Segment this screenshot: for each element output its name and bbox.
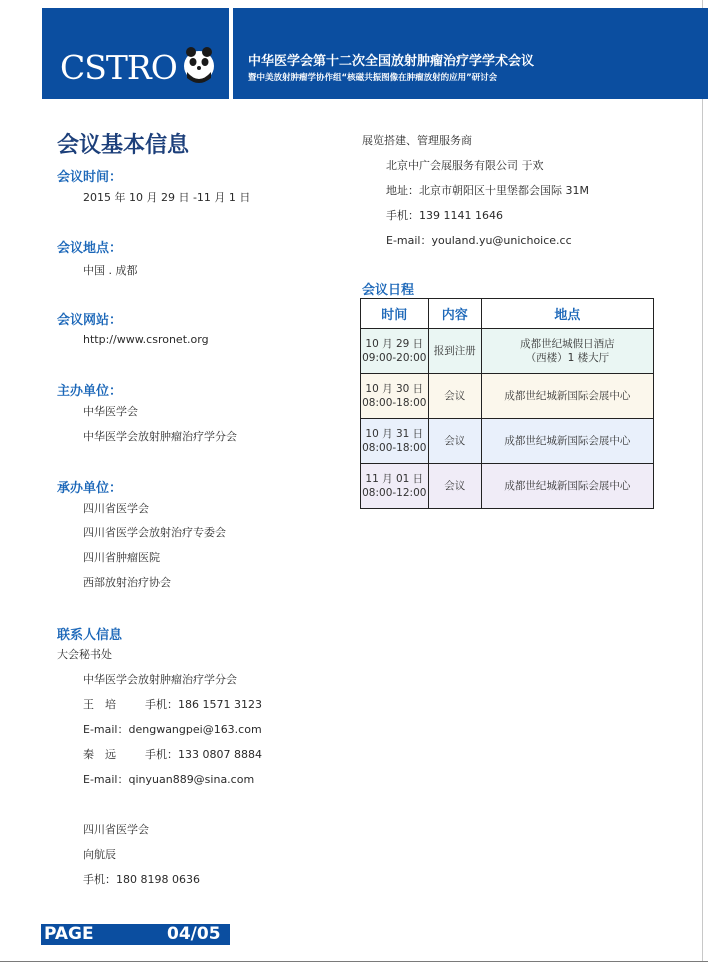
contact-person-phone: 手机：186 1571 3123 bbox=[145, 698, 262, 711]
organizer-heading: 承办单位： bbox=[57, 481, 123, 496]
host-item: 中华医学会 bbox=[83, 405, 138, 418]
exhibition-heading: 展览搭建、管理服务商 bbox=[362, 134, 472, 147]
exhibition-phone: 手机：139 1141 1646 bbox=[386, 209, 503, 222]
contact-person-name: 秦 远 bbox=[83, 748, 116, 761]
host-item: 中华医学会放射肿瘤治疗学分会 bbox=[83, 430, 237, 443]
contact-person-name: 王 培 bbox=[83, 698, 116, 711]
cell-time: 10 月 31 日 08:00-18:00 bbox=[361, 419, 429, 464]
contact-person-phone: 手机：133 0807 8884 bbox=[145, 748, 262, 761]
page-label: PAGE bbox=[44, 924, 94, 944]
contact-person-email[interactable]: E-mail：qinyuan889@sina.com bbox=[83, 773, 255, 786]
cell-content: 会议 bbox=[428, 374, 481, 419]
organizer-item: 四川省医学会放射治疗专委会 bbox=[83, 526, 226, 539]
conference-subtitle: 暨中美放射肿瘤学协作组“核磁共振图像在肿瘤放射的应用”研讨会 bbox=[248, 73, 498, 83]
exhibition-address: 地址：北京市朝阳区十里堡都会国际 31M bbox=[386, 184, 589, 197]
time-heading: 会议时间： bbox=[57, 170, 123, 185]
page-title: 会议基本信息 bbox=[57, 133, 190, 158]
location-heading: 会议地点： bbox=[57, 241, 123, 256]
col-header-content: 内容 bbox=[428, 299, 481, 329]
contact-secretariat: 大会秘书处 bbox=[57, 648, 112, 661]
exhibition-email[interactable]: E-mail：youland.yu@unichoice.cc bbox=[386, 234, 572, 247]
schedule-table bbox=[360, 298, 654, 509]
cell-place: 成都世纪城新国际会展中心 bbox=[481, 464, 653, 509]
panda-logo-icon bbox=[181, 42, 217, 86]
contact-person-name: 向航辰 bbox=[83, 848, 116, 861]
cstro-logo: CSTRO bbox=[60, 48, 177, 87]
contact-heading: 联系人信息 bbox=[57, 628, 123, 643]
table-row bbox=[361, 374, 654, 419]
contact-person-phone: 手机：180 8198 0636 bbox=[83, 873, 200, 886]
header-logo-block bbox=[42, 8, 229, 99]
table-row bbox=[361, 464, 654, 509]
table-row bbox=[361, 329, 654, 374]
page-footer bbox=[41, 924, 230, 945]
organizer-item: 四川省医学会 bbox=[83, 502, 149, 515]
schedule-heading: 会议日程 bbox=[362, 283, 415, 298]
host-heading: 主办单位： bbox=[57, 384, 123, 399]
cell-place: 成都世纪城假日酒店 （西楼）1 楼大厅 bbox=[481, 329, 653, 374]
cell-content: 会议 bbox=[428, 464, 481, 509]
conference-title: 中华医学会第十二次全国放射肿瘤治疗学学术会议 bbox=[248, 54, 535, 69]
location-value: 中国 . 成都 bbox=[83, 264, 138, 277]
cell-place: 成都世纪城新国际会展中心 bbox=[481, 419, 653, 464]
exhibition-company: 北京中广会展服务有限公司 于欢 bbox=[386, 159, 544, 172]
website-link[interactable]: http://www.csronet.org bbox=[83, 333, 209, 346]
page-number: 04/05 bbox=[167, 924, 221, 944]
contact-person-email[interactable]: E-mail：dengwangpei@163.com bbox=[83, 723, 262, 736]
cell-content: 报到注册 bbox=[428, 329, 481, 374]
cell-content: 会议 bbox=[428, 419, 481, 464]
cell-time: 10 月 29 日 09:00-20:00 bbox=[361, 329, 429, 374]
col-header-time: 时间 bbox=[361, 299, 429, 329]
cell-time: 10 月 30 日 08:00-18:00 bbox=[361, 374, 429, 419]
contact-org: 中华医学会放射肿瘤治疗学分会 bbox=[83, 673, 237, 686]
time-value: 2015 年 10 月 29 日 -11 月 1 日 bbox=[83, 191, 251, 204]
col-header-place: 地点 bbox=[481, 299, 653, 329]
organizer-item: 西部放射治疗协会 bbox=[83, 576, 171, 589]
website-heading: 会议网站： bbox=[57, 313, 123, 328]
table-row bbox=[361, 419, 654, 464]
header-title-block bbox=[233, 8, 708, 99]
cell-place: 成都世纪城新国际会展中心 bbox=[481, 374, 653, 419]
page-edge-bottom bbox=[0, 961, 708, 962]
page-edge-right bbox=[702, 0, 703, 962]
organizer-item: 四川省肿瘤医院 bbox=[83, 551, 160, 564]
cell-time: 11 月 01 日 08:00-12:00 bbox=[361, 464, 429, 509]
contact-org: 四川省医学会 bbox=[83, 823, 149, 836]
